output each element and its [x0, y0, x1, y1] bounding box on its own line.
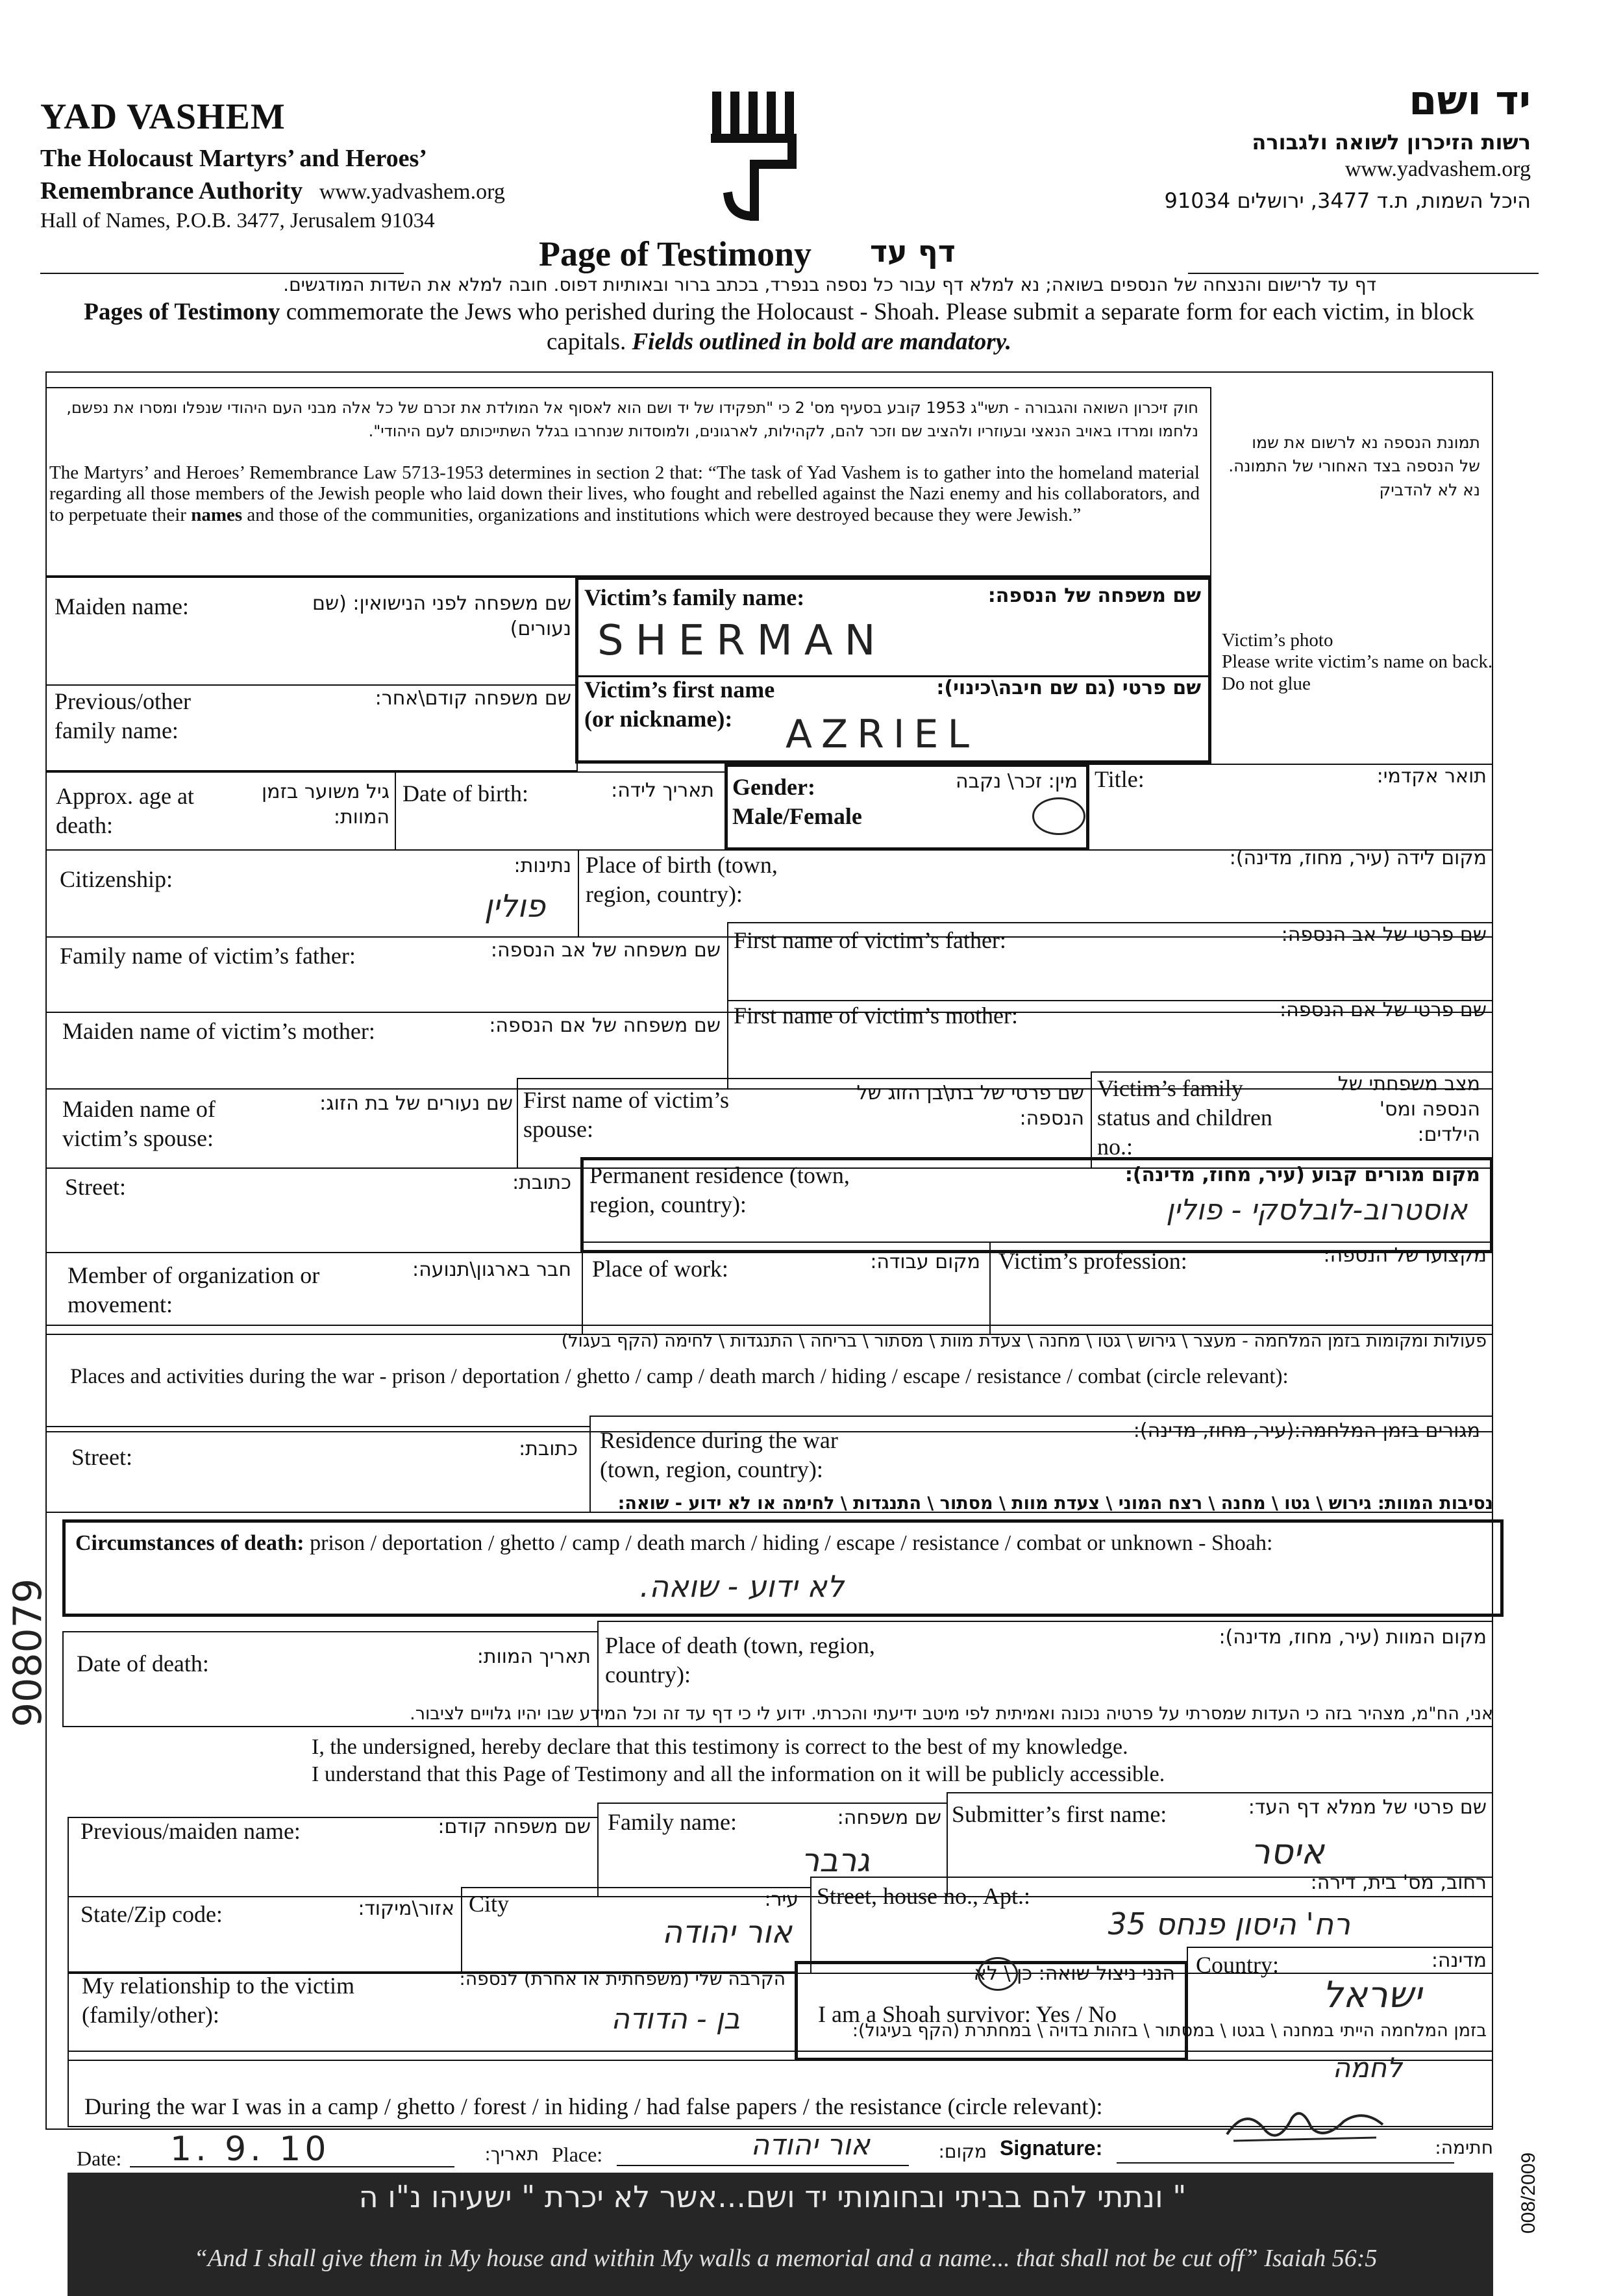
- mother-maiden-label: Maiden name of victim’s mother:: [62, 1018, 375, 1044]
- submitter-street-label-hebrew: רחוב, מס' בית, דירה:: [1310, 1871, 1487, 1894]
- first-name-value[interactable]: AZRIEL: [786, 712, 978, 757]
- org-website-hebrew-side: www.yadvashem.org: [1344, 157, 1531, 181]
- org-address: Hall of Names, P.O.B. 3477, Jerusalem 91034: [40, 209, 435, 232]
- age-label: Approx. age at death:: [56, 783, 194, 838]
- declaration-line-1: I, the undersigned, hereby declare that this testimony is correct to the best of my knowledge.: [312, 1735, 1128, 1759]
- profession-label-hebrew: מקצועו של הנספה:: [1323, 1244, 1487, 1267]
- war-activities-label-hebrew: פעולות ומקומות בזמן המלחמה - מעצר \ גירוש \ גטו \ מחנה \ צעדת מוות \ מסתור \ בריחה \ התנגדות \ לחימה (הקף בעגול): [561, 1331, 1487, 1351]
- org-subtitle-1: The Holocaust Martyrs’ and Heroes’: [40, 145, 427, 172]
- work-place-label: Place of work:: [592, 1256, 728, 1282]
- spouse-first-label: First name of victim’s spouse:: [523, 1087, 729, 1142]
- previous-name-label: Previous/other family name:: [55, 688, 191, 743]
- form-code: 008/2009: [1518, 2152, 1539, 2234]
- declaration-hebrew: אני, הח"מ, מצהיר בזה כי העדות שמסרתי על פרטיה נכונה ואמיתית לפי מיטב ידיעתי והכרתי. ידוע לי כי דף עד זה וכל המידע שבו יהיו גלויים לציבור.: [410, 1704, 1493, 1724]
- page-title: Page of Testimony: [539, 234, 812, 273]
- death-circumstances-bold: Circumstances of death:: [75, 1531, 304, 1555]
- death-place-label: Place of death (town, region, country):: [605, 1632, 875, 1688]
- spouse-first-label-hebrew: שם פרטי של בת\בן הזוג של הנספה:: [856, 1082, 1084, 1130]
- war-residence-label: Residence during the war (town, region, country):: [600, 1427, 838, 1482]
- submitter-state-label-hebrew: אזור\מיקוד:: [358, 1897, 454, 1920]
- submitter-city-value[interactable]: אור יהודה: [662, 1914, 792, 1951]
- submitter-city-label: City: [469, 1891, 510, 1917]
- photo-write-name: Please write victim’s name on back.: [1222, 651, 1493, 673]
- quote-hebrew: " ונתתי להם בביתי ובחומותי יד ושם...אשר לא יכרת " ישעיהו נ"ו ה: [358, 2179, 1187, 2214]
- org-subtitle-hebrew: רשות הזיכרון לשואה ולגבורה: [1252, 130, 1531, 155]
- submitter-war-label: During the war I was in a camp / ghetto / forest / in hiding / had false papers / the resistance (circle relevant):: [84, 2093, 1103, 2119]
- citizenship-label-hebrew: נתינות:: [514, 855, 571, 877]
- gender-label-hebrew: מין: זכר\ נקבה: [956, 770, 1078, 793]
- family-name-label-hebrew: שם משפחה של הנספה:: [987, 584, 1201, 607]
- first-name-label-hebrew: שם פרטי (גם שם חיבה\כינוי):: [936, 677, 1201, 699]
- quote-english: “And I shall give them in My house and within My walls a memorial and a name... that shall not be cut off” Isaiah 56:5: [193, 2245, 1378, 2272]
- death-date-label: Date of death:: [77, 1651, 209, 1677]
- organization-label-hebrew: חבר בארגון\תנועה:: [412, 1258, 571, 1281]
- submitter-first-name-label: Submitter’s first name:: [952, 1801, 1167, 1827]
- place-line: [617, 2165, 909, 2166]
- death-circumstances-options: prison / deportation / ghetto / camp / death march / hiding / escape / resistance / combat or unknown - Shoah:: [304, 1531, 1273, 1555]
- org-name-hebrew: יד ושם: [1409, 77, 1531, 124]
- signature-line: [1117, 2162, 1454, 2164]
- signature-label: Signature:: [1000, 2136, 1103, 2160]
- submitter-family-name-label-hebrew: שם משפחה:: [837, 1806, 941, 1829]
- survivor-yes-circled: [978, 1957, 1018, 1991]
- country-label-hebrew: מדינה:: [1431, 1949, 1487, 1972]
- age-label-hebrew: גיל משוער בזמן המוות:: [262, 780, 390, 829]
- org-website: www.yadvashem.org: [319, 180, 505, 204]
- dob-label-hebrew: תאריך לידה:: [611, 779, 714, 802]
- submitter-first-name-label-hebrew: שם פרטי של ממלא דף העד:: [1248, 1796, 1487, 1819]
- spouse-maiden-label-hebrew: שם נעורים של בת הזוג:: [319, 1092, 513, 1115]
- mother-first-label: First name of victim’s mother:: [734, 1003, 1018, 1029]
- law-text-hebrew: חוק זיכרון השואה והגבורה - תשי"ג 1953 קובע בסעיף מס' 2 כי "תפקידו של יד ושם הוא לאסוף אל המולדת את זכרם של כל אלה מבני העם היהודי שנפלו ומסרו את נפשם, נלחמו ומרדו באויב הנאצי ובעוזריו ולהציב שם וזכר להם, לקהילות, לארגונים, ולמוסדות שנחרבו בגלל השתייכותם לעם היהודי".: [66, 399, 1198, 440]
- org-subtitle-2: [40, 177, 505, 205]
- war-activities-label: Places and activities during the war - prison / deportation / ghetto / camp / death march / hiding / escape / resistance / combat (circle relevant):: [70, 1365, 1289, 1388]
- title-label-hebrew: תואר אקדמי:: [1376, 765, 1487, 788]
- family-name-label: Victim’s family name:: [584, 584, 805, 610]
- father-family-label-hebrew: שם משפחה של אב הנספה:: [490, 939, 721, 962]
- law-text: [49, 462, 1200, 525]
- place-label-hebrew: מקום:: [938, 2141, 987, 2162]
- submitter-prev-name-label-hebrew: שם משפחה קודם:: [438, 1816, 591, 1838]
- survivor-label: I am a Shoah survivor: Yes / No: [818, 2001, 1117, 2027]
- photo-instructions: [1222, 630, 1494, 695]
- organization-label: Member of organization or movement:: [68, 1262, 320, 1317]
- submitter-city-label-hebrew: עיר:: [764, 1888, 799, 1911]
- death-date-label-hebrew: תאריך המוות:: [477, 1645, 591, 1668]
- org-authority: Remembrance Authority: [40, 177, 303, 205]
- profession-label: Victim’s profession:: [998, 1248, 1187, 1274]
- declaration-line-2: I understand that this Page of Testimony and all the information on it will be publicly accessible.: [312, 1762, 1165, 1786]
- family-status-label-hebrew: מצב משפחתי של הנספה ומס' הילדים:: [1337, 1073, 1480, 1146]
- menorah-logo-icon: [709, 90, 806, 226]
- permanent-residence-label: Permanent residence (town, region, country):: [589, 1162, 850, 1217]
- first-name-label: Victim’s first name (or nickname):: [584, 677, 775, 732]
- permanent-residence-label-hebrew: מקום מגורים קבוע (עיר, מחוז, מדינה):: [1124, 1164, 1480, 1186]
- street-label-hebrew: כתובת:: [512, 1171, 571, 1194]
- survivor-label-hebrew: הנני ניצול שואה: כן \ לא: [973, 1962, 1175, 1985]
- birth-place-label-hebrew: מקום לידה (עיר, מחוז, מדינה):: [1229, 847, 1487, 869]
- citizenship-value[interactable]: פולין: [484, 888, 545, 925]
- death-place-label-hebrew: מקום המוות (עיר, מחוז, מדינה):: [1219, 1626, 1487, 1649]
- mother-first-label-hebrew: שם פרטי של אם הנספה:: [1280, 999, 1487, 1021]
- dob-label: Date of birth:: [402, 780, 528, 806]
- submitter-first-name-value[interactable]: איסר: [1250, 1831, 1324, 1872]
- instructions: [58, 297, 1500, 358]
- submitter-family-name-label: Family name:: [608, 1809, 737, 1835]
- death-circumstances-label: [75, 1530, 1491, 1558]
- submitter-war-value[interactable]: לחמה: [1332, 2052, 1402, 2084]
- place-label: Place:: [552, 2143, 603, 2166]
- instructions-hebrew: דף עד לרישום והנצחה של הנספים בשואה; נא למלא דף עבור כל נספה בנפרד, בכתב ברור ובאותיות דפוס. חובה למלא את השדות המודגשים.: [283, 274, 1376, 295]
- law-text-c: and those of the communities, organizations and institutions which were destroyed because they were Jewish.”: [242, 504, 1082, 525]
- date-value[interactable]: 1. 9. 10: [170, 2130, 330, 2169]
- family-status-label: Victim’s family status and children no.:: [1097, 1075, 1272, 1160]
- maiden-name-label: Maiden name:: [55, 593, 189, 619]
- birth-place-label: Place of birth (town, region, country):: [586, 852, 778, 907]
- photo-instructions-hebrew: תמונת הנספה נא לרשום את שמו של הנספה בצד האחורי של התמונה. נא לא להדביק: [1228, 433, 1480, 499]
- margin-note: 908079: [5, 1578, 51, 1727]
- permanent-residence-value[interactable]: אוסטרוב-לובלסקי - פולין: [1166, 1193, 1467, 1227]
- submitter-war-label-hebrew: בזמן המלחמה הייתי במחנה \ בגטו \ במסתור \ בזהות בדויה \ במחתרת (הקף בעיגול):: [852, 2021, 1487, 2041]
- date-line: [130, 2166, 454, 2167]
- submitter-state-label: State/Zip code:: [80, 1901, 223, 1927]
- relationship-label: My relationship to the victim (family/other):: [82, 1973, 354, 2028]
- page-title-hebrew: דף עד: [870, 234, 956, 269]
- father-family-label: Family name of victim’s father:: [60, 943, 356, 969]
- submitter-street-label: Street, house no., Apt.:: [817, 1883, 1030, 1909]
- photo-no-glue: Do not glue: [1222, 673, 1311, 694]
- country-value[interactable]: ישראל: [1322, 1974, 1422, 2016]
- war-street-label: Street:: [71, 1444, 132, 1470]
- submitter-prev-name-label: Previous/maiden name:: [80, 1818, 301, 1844]
- relationship-value[interactable]: בן - הדודה: [611, 2003, 740, 2036]
- war-residence-label-hebrew: מגורים בזמן המלחמה:(עיר, מחוז, מדינה):: [1133, 1419, 1480, 1442]
- signature-label-hebrew: חתימה:: [1435, 2137, 1493, 2158]
- org-address-hebrew: היכל השמות, ת.ד 3477, ירושלים 91034: [1164, 188, 1531, 213]
- family-name-value[interactable]: SHERMAN: [597, 617, 887, 665]
- relationship-label-hebrew: הקרבה שלי (משפחתית או אחרת) לנספה:: [459, 1968, 786, 1990]
- place-value[interactable]: אור יהודה: [750, 2128, 870, 2162]
- instructions-lead: Pages of Testimony: [84, 299, 280, 325]
- mother-maiden-label-hebrew: שם משפחה של אם הנספה:: [489, 1014, 721, 1037]
- law-text-names: names: [191, 504, 243, 525]
- submitter-street-value[interactable]: רח' היסון פנחס 35: [1108, 1906, 1350, 1941]
- title-label: Title:: [1095, 766, 1145, 792]
- date-label-hebrew: תאריך:: [484, 2143, 539, 2165]
- country-label: Country:: [1196, 1952, 1280, 1978]
- war-street-label-hebrew: כתובת:: [519, 1438, 578, 1460]
- spouse-maiden-label: Maiden name of victim’s spouse:: [62, 1096, 216, 1151]
- photo-label: Victim’s photo: [1222, 630, 1333, 651]
- father-first-label-hebrew: שם פרטי של אב הנספה:: [1281, 923, 1487, 946]
- gender-male-circled: [1032, 797, 1085, 835]
- death-circumstances-value[interactable]: לא ידוע - שואה.: [639, 1569, 844, 1604]
- org-name: YAD VASHEM: [40, 97, 286, 137]
- instructions-body: commemorate the Jews who perished during the Holocaust - Shoah. Please submit a separate form for each victim, in block capitals.: [280, 299, 1474, 356]
- previous-name-label-hebrew: שם משפחה קודם\אחר:: [375, 687, 571, 710]
- law-text-a: The Martyrs’ and Heroes’ Remembrance Law 5713-1953 determines in section 2 that: “The task of Yad Vashem is to gather into the homeland material regarding all those members of the Jewish people who laid down their lives, who fought and rebelled against the Nazi enemy and his collaborators, and to perpetuate their: [49, 462, 1200, 525]
- date-label: Date:: [77, 2147, 122, 2170]
- maiden-name-label-hebrew: שם משפחה לפני הנישואין: (שם נעורים): [312, 592, 571, 640]
- instructions-mandatory: Fields outlined in bold are mandatory.: [632, 329, 1012, 356]
- street-label: Street:: [65, 1174, 126, 1200]
- submitter-family-name-value[interactable]: גרבר: [801, 1841, 870, 1879]
- citizenship-label: Citizenship:: [60, 866, 173, 892]
- death-circumstances-label-hebrew: נסיבות המוות: גירוש \ גטו \ מחנה \ רצח המוני \ צעדת מוות \ מסתור \ התנגדות \ לחימה או לא ידוע - שואה:: [617, 1493, 1493, 1514]
- signature-scribble-icon: [1220, 2099, 1389, 2151]
- gender-label: Gender: Male/Female: [732, 774, 862, 829]
- father-first-label: First name of victim’s father:: [734, 927, 1006, 953]
- work-place-label-hebrew: מקום עבודה:: [870, 1251, 980, 1273]
